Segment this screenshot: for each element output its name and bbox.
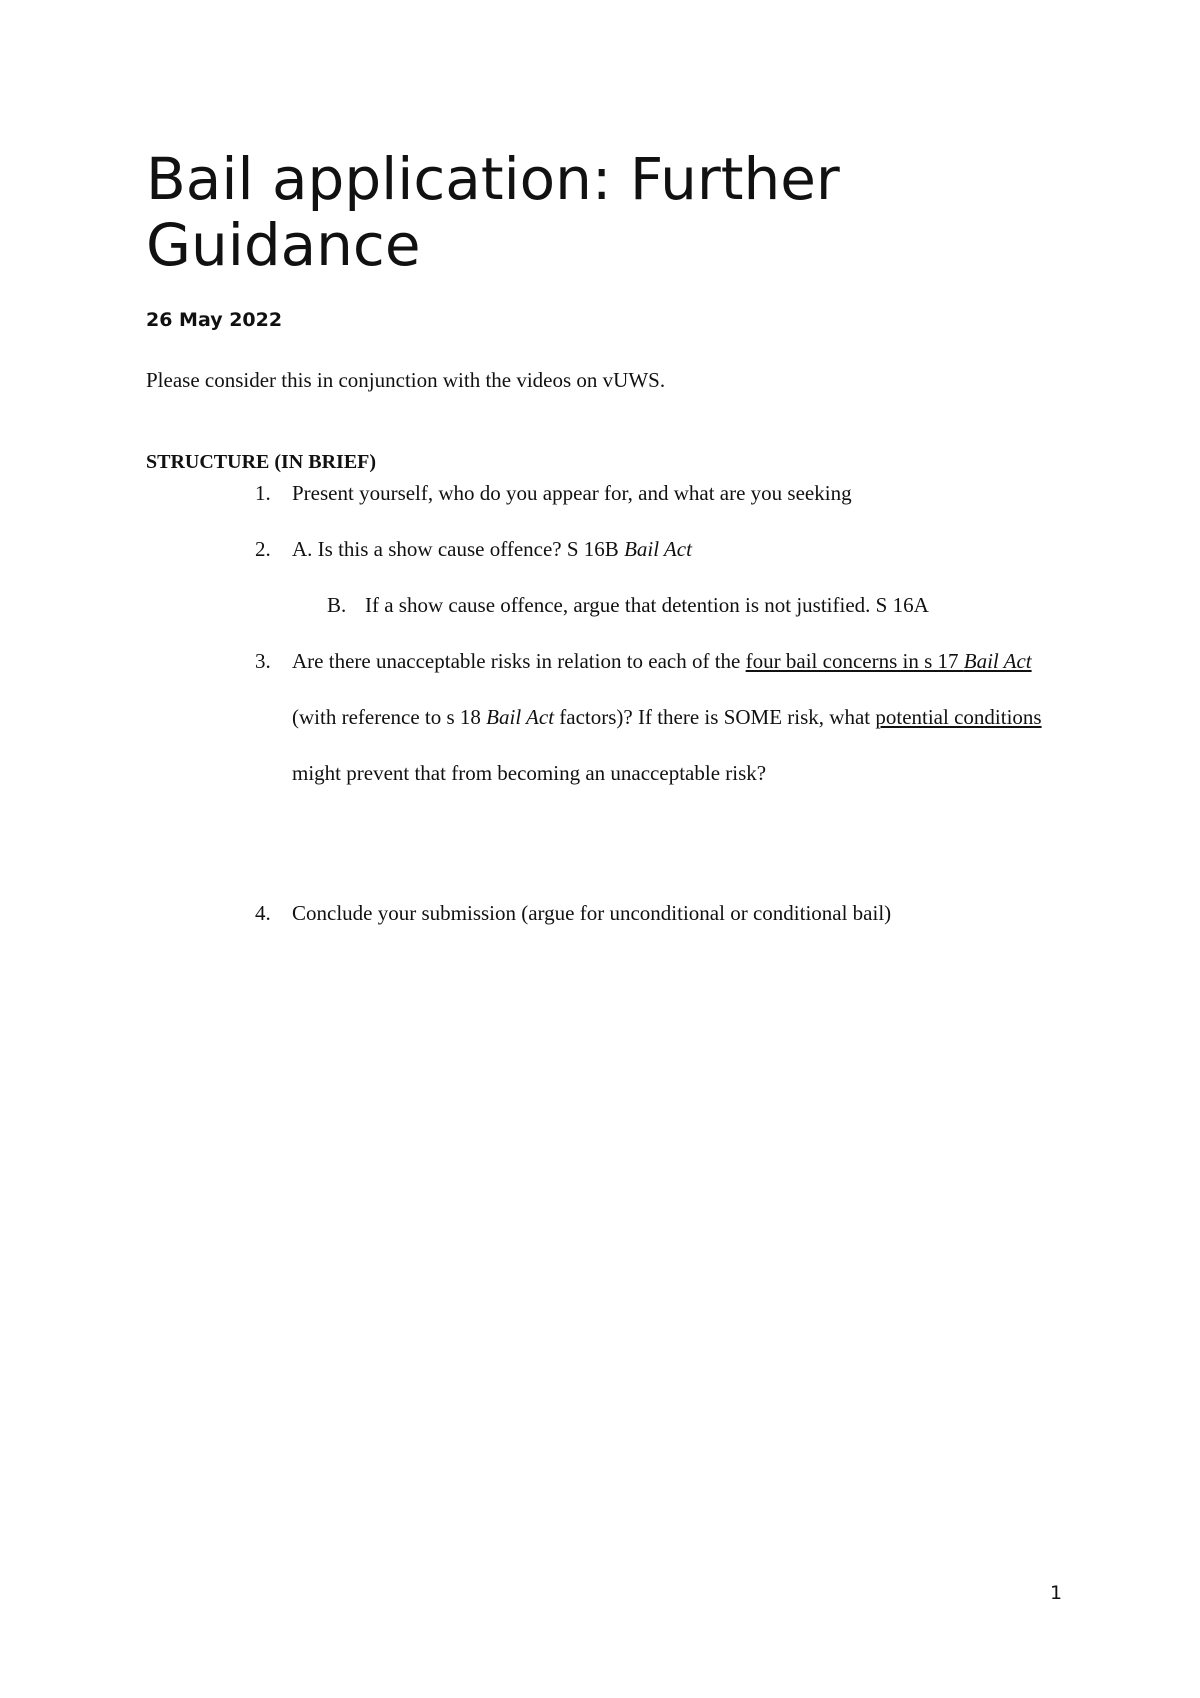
section-heading: STRUCTURE (IN BRIEF) [146,451,377,473]
list-number: 3. [255,649,271,673]
document-date: 26 May 2022 [146,309,283,331]
item3-seg4: (with reference to s 18 [292,705,487,729]
item3-bail-act: Bail Act [963,649,1032,673]
list-number: 4. [255,901,271,925]
list-item-part-a [292,521,1052,577]
list-item-text: Present yourself, who do you appear for, and what are you seeking [292,481,852,505]
list-number: 1. [255,481,271,505]
page-number: 1 [1050,1582,1063,1604]
part-a-label: A. [292,537,313,561]
list-item-text: Conclude your submission (argue for unconditional or conditional bail) [292,901,892,925]
item3-seg6: factors)? If there is SOME risk, what [554,705,876,729]
intro-paragraph: Please consider this in conjunction with the videos on vUWS. [146,368,666,392]
list-item-text [292,633,1052,801]
document-title: Bail application: Further Guidance [146,145,840,279]
item3-bail-act-2: Bail Act [486,705,555,729]
part-a-text: Is this a show cause offence? S 16B [317,537,625,561]
part-b-text: If a show cause offence, argue that detention is not justified. S 16A [365,593,929,617]
item3-seg8: might prevent that from becoming an unacceptable risk? [292,761,767,785]
list-number: 2. [255,537,271,561]
item3-bail-concerns-link: four bail concerns in s 17 [745,649,964,673]
item3-seg1: Are there unacceptable risks in relation to each of the [292,649,746,673]
part-b-label: B. [327,593,347,617]
part-a-act: Bail Act [624,537,692,561]
item3-potential-conditions: potential conditions [875,705,1042,729]
